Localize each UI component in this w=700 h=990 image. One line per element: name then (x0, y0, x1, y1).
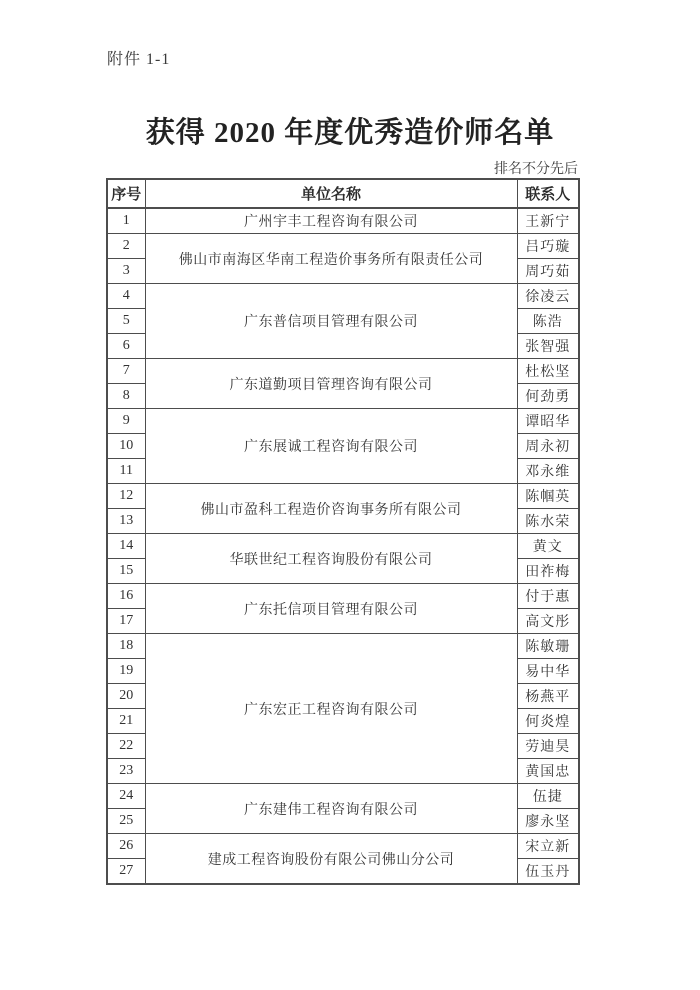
row-index-cell: 24 (107, 784, 145, 809)
company-name-cell: 广东托信项目管理有限公司 (145, 584, 517, 634)
contact-name-cell: 陈浩 (517, 309, 579, 334)
table-row (107, 359, 579, 384)
contact-name-cell: 徐凌云 (517, 284, 579, 309)
table-row (107, 234, 579, 259)
table-row (107, 409, 579, 434)
row-index-cell: 25 (107, 809, 145, 834)
contact-name-cell: 杨燕平 (517, 684, 579, 709)
row-index-cell: 27 (107, 859, 145, 885)
row-index-cell: 9 (107, 409, 145, 434)
contact-name-cell: 高文彤 (517, 609, 579, 634)
company-name-cell: 华联世纪工程咨询股份有限公司 (145, 534, 517, 584)
company-name-cell: 广东普信项目管理有限公司 (145, 284, 517, 359)
contact-name-cell: 廖永坚 (517, 809, 579, 834)
table-row (107, 784, 579, 809)
roster-table-body (107, 208, 579, 884)
row-index-cell: 8 (107, 384, 145, 409)
company-name-cell: 广东道勤项目管理咨询有限公司 (145, 359, 517, 409)
contact-name-cell: 杜松坚 (517, 359, 579, 384)
row-index-cell: 26 (107, 834, 145, 859)
company-name-cell: 建成工程咨询股份有限公司佛山分公司 (145, 834, 517, 885)
contact-name-cell: 王新宁 (517, 208, 579, 234)
table-row (107, 834, 579, 859)
row-index-cell: 14 (107, 534, 145, 559)
row-index-cell: 23 (107, 759, 145, 784)
table-header-row (107, 179, 579, 208)
column-header-company: 单位名称 (145, 179, 517, 208)
table-row (107, 584, 579, 609)
row-index-cell: 15 (107, 559, 145, 584)
contact-name-cell: 付于惠 (517, 584, 579, 609)
contact-name-cell: 何劲勇 (517, 384, 579, 409)
table-row (107, 484, 579, 509)
company-name-cell: 广州宇丰工程咨询有限公司 (145, 208, 517, 234)
page-title: 获得 2020 年度优秀造价师名单 (145, 117, 555, 149)
contact-name-cell: 伍玉丹 (517, 859, 579, 885)
contact-name-cell: 劳迪昊 (517, 734, 579, 759)
attachment-label: 附件 1-1 (107, 51, 171, 68)
table-row (107, 208, 579, 234)
row-index-cell: 5 (107, 309, 145, 334)
company-name-cell: 广东展诚工程咨询有限公司 (145, 409, 517, 484)
ranking-note: 排名不分先后 (494, 162, 578, 177)
contact-name-cell: 何炎煌 (517, 709, 579, 734)
company-name-cell: 佛山市南海区华南工程造价事务所有限责任公司 (145, 234, 517, 284)
contact-name-cell: 吕巧璇 (517, 234, 579, 259)
table-row (107, 534, 579, 559)
contact-name-cell: 田祚梅 (517, 559, 579, 584)
contact-name-cell: 周巧茹 (517, 259, 579, 284)
roster-table (106, 178, 580, 885)
contact-name-cell: 黄国忠 (517, 759, 579, 784)
contact-name-cell: 陈水荣 (517, 509, 579, 534)
row-index-cell: 19 (107, 659, 145, 684)
company-name-cell: 广东宏正工程咨询有限公司 (145, 634, 517, 784)
row-index-cell: 17 (107, 609, 145, 634)
row-index-cell: 3 (107, 259, 145, 284)
contact-name-cell: 周永初 (517, 434, 579, 459)
contact-name-cell: 宋立新 (517, 834, 579, 859)
row-index-cell: 4 (107, 284, 145, 309)
contact-name-cell: 邓永维 (517, 459, 579, 484)
row-index-cell: 12 (107, 484, 145, 509)
row-index-cell: 20 (107, 684, 145, 709)
row-index-cell: 13 (107, 509, 145, 534)
contact-name-cell: 黄文 (517, 534, 579, 559)
contact-name-cell: 伍捷 (517, 784, 579, 809)
column-header-contact: 联系人 (517, 179, 579, 208)
row-index-cell: 7 (107, 359, 145, 384)
row-index-cell: 16 (107, 584, 145, 609)
company-name-cell: 广东建伟工程咨询有限公司 (145, 784, 517, 834)
table-row (107, 284, 579, 309)
row-index-cell: 6 (107, 334, 145, 359)
row-index-cell: 2 (107, 234, 145, 259)
contact-name-cell: 谭昭华 (517, 409, 579, 434)
company-name-cell: 佛山市盈科工程造价咨询事务所有限公司 (145, 484, 517, 534)
row-index-cell: 10 (107, 434, 145, 459)
row-index-cell: 11 (107, 459, 145, 484)
contact-name-cell: 张智强 (517, 334, 579, 359)
row-index-cell: 21 (107, 709, 145, 734)
row-index-cell: 1 (107, 208, 145, 234)
contact-name-cell: 陈帼英 (517, 484, 579, 509)
row-index-cell: 22 (107, 734, 145, 759)
row-index-cell: 18 (107, 634, 145, 659)
contact-name-cell: 陈敏珊 (517, 634, 579, 659)
table-row (107, 634, 579, 659)
column-header-index: 序号 (107, 179, 145, 208)
contact-name-cell: 易中华 (517, 659, 579, 684)
